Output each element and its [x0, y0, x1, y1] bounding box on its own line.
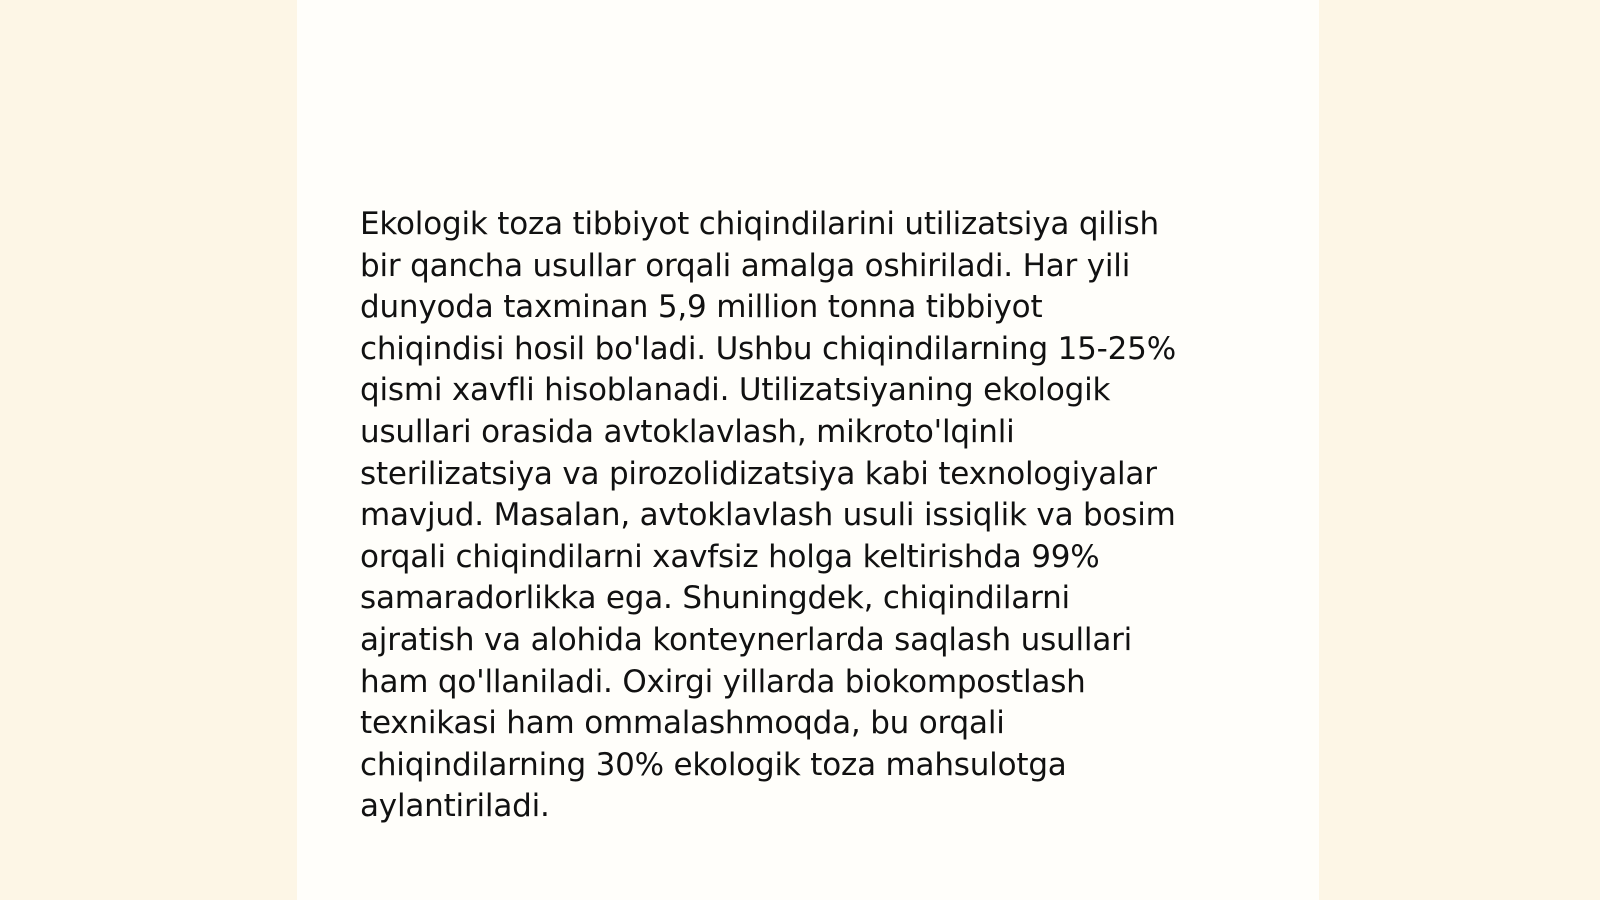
text-line: samaradorlikka ega. Shuningdek, chiqindilarni — [360, 580, 1070, 617]
text-line: sterilizatsiya va pirozolidizatsiya kabi texnologiyalar — [360, 455, 1157, 492]
text-line: orqali chiqindilarni xavfsiz holga keltirishda 99% — [360, 538, 1100, 575]
text-line: Ekologik toza tibbiyot chiqindilarini utilizatsiya qilish — [360, 206, 1159, 242]
text-line: usullari orasida avtoklavlash, mikroto'lqinli — [360, 413, 1015, 450]
document-page — [297, 0, 1319, 900]
text-line: ham qo'llaniladi. Oxirgi yillarda biokompostlash — [360, 663, 1086, 700]
body-paragraph — [360, 204, 1240, 828]
text-line: bir qancha usullar orqali amalga oshiriladi. Har yili — [360, 247, 1131, 284]
text-line: aylantiriladi. — [360, 788, 550, 825]
text-line: texnikasi ham ommalashmoqda, bu orqali — [360, 705, 1005, 742]
text-line: chiqindisi hosil bo'ladi. Ushbu chiqindilarning 15-25% — [360, 330, 1176, 367]
text-line: dunyoda taxminan 5,9 million tonna tibbiyot — [360, 289, 1043, 326]
text-line: mavjud. Masalan, avtoklavlash usuli issiqlik va bosim — [360, 497, 1176, 534]
text-line: ajratish va alohida konteynerlarda saqlash usullari — [360, 621, 1133, 658]
text-line: qismi xavfli hisoblanadi. Utilizatsiyaning ekologik — [360, 372, 1111, 409]
text-line: chiqindilarning 30% ekologik toza mahsulotga — [360, 746, 1067, 783]
